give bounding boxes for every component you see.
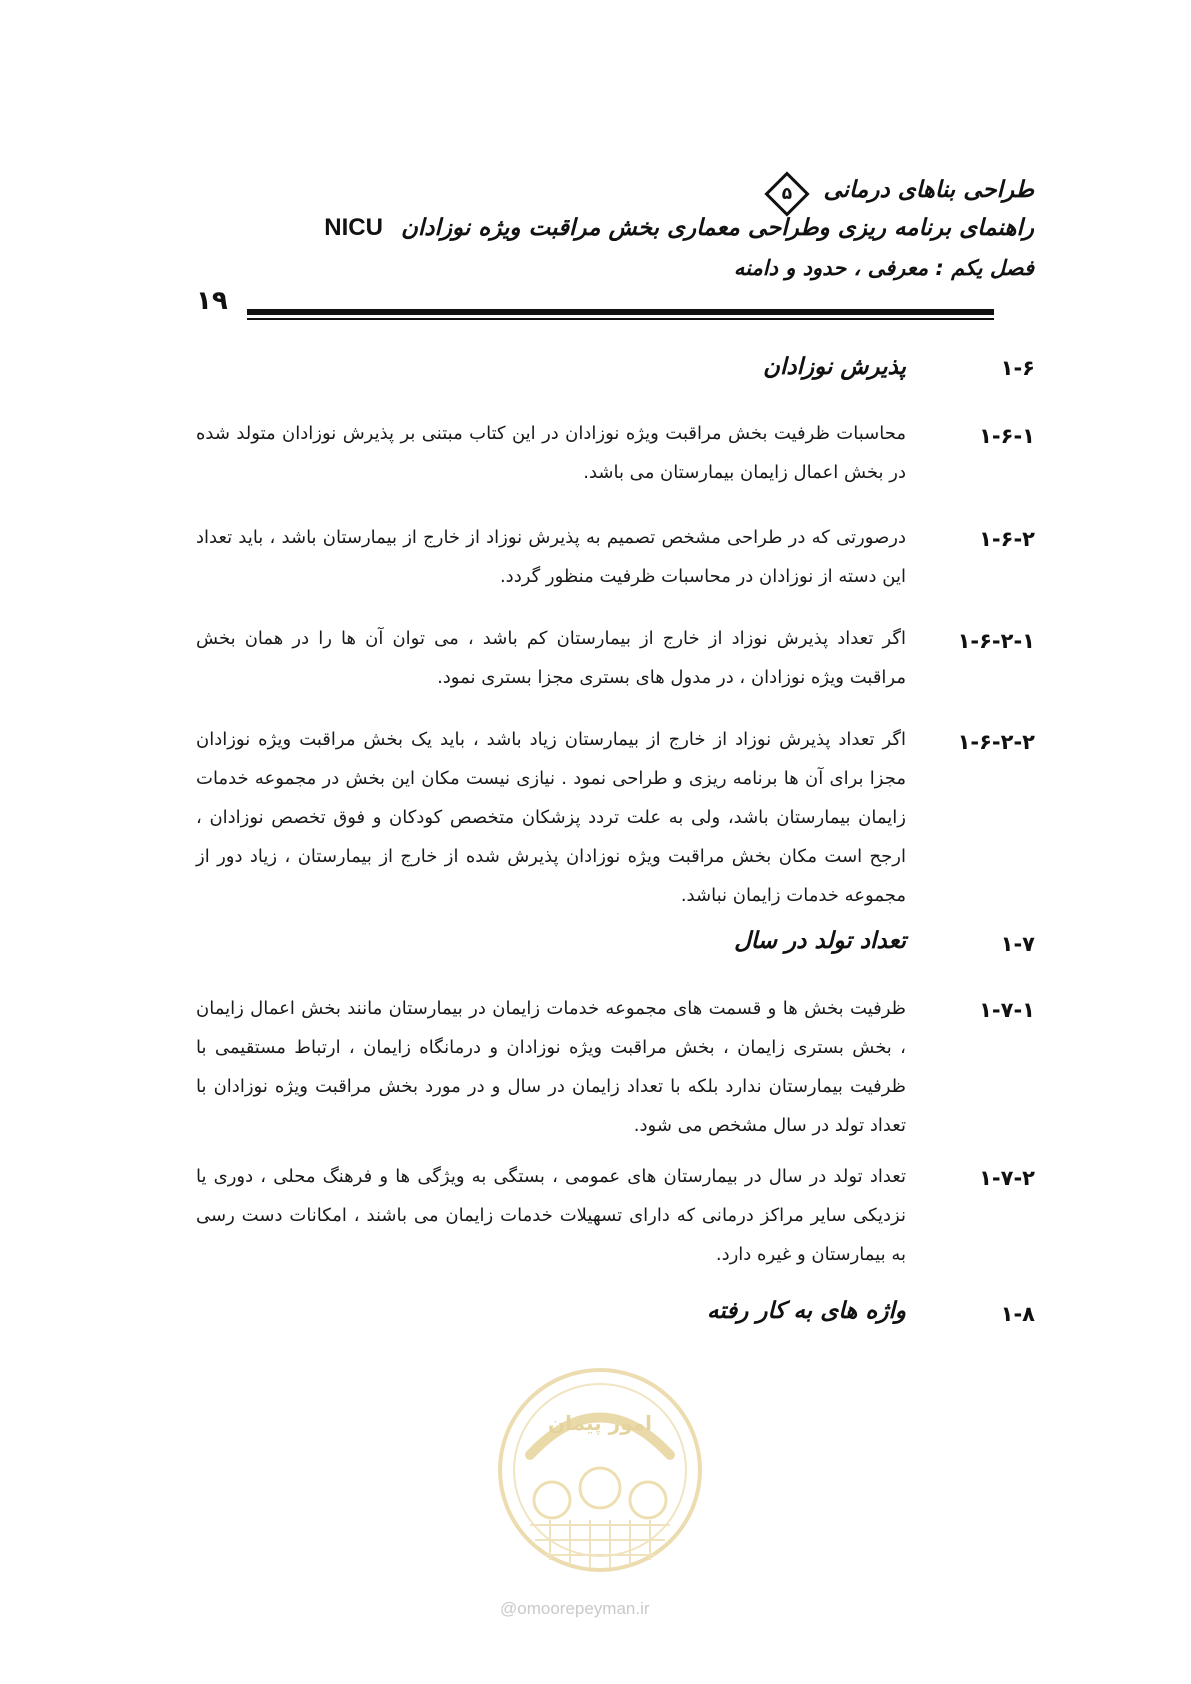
- clause-number-1-7-1: ۱-۷-۱: [979, 998, 1035, 1022]
- clause-text-1-7-1: ظرفیت بخش ها و قسمت های مجموعه خدمات زایمان در بیمارستان مانند بخش اعمال زایمان ، بخش بستری زایمان ، بخش مراقبت ویژه نوزادان و درمانگاه زایمان ، ارتباط مستقیمی با ظرفیت بیمارستان ندارد بلکه با تعداد زایمان در سال و در مورد بخش مراقبت ویژه نوزادان با تعداد تولد در سال مشخص می شود.: [196, 998, 906, 1136]
- page-number: ۱۹: [196, 286, 228, 316]
- section-number-1-7: ۱-۷: [1000, 932, 1035, 956]
- section-number-1-8: ۱-۸: [1000, 1302, 1035, 1326]
- watermark-logo: [490, 1360, 710, 1590]
- header-series-title: طراحی بناهای درمانی: [823, 177, 1034, 203]
- clause-number-1-6-1: ۱-۶-۱: [979, 424, 1035, 448]
- clause-text-1-6-2: درصورتی که در طراحی مشخص تصمیم به پذیرش نوزاد از خارج از بیمارستان باشد ، باید تعداد این دسته از نوزادان در محاسبات ظرفیت منظور گردد.: [196, 527, 906, 587]
- volume-number-badge: [765, 171, 810, 216]
- section-heading-births-per-year: تعداد تولد در سال: [734, 928, 906, 954]
- section-heading-terms-used: واژه های به کار رفته: [707, 1298, 906, 1324]
- clause-text-1-6-2-2: اگر تعداد پذیرش نوزاد از خارج از بیمارستان زیاد باشد ، باید یک بخش مراقبت ویژه نوزادان مجزا برای آن ها برنامه ریزی و طراحی نمود . نیازی نیست مکان این بخش در مجموعه خدمات زایمان بیمارستان باشد، ولی به علت تردد پزشکان متخصص کودکان و فوق تخصص نوزادان ، ارجح است مکان بخش مراقبت ویژه نوزادان پذیرش شده از خارج از بیمارستان ، زیاد دور از مجموعه خدمات زایمان نباشد.: [196, 729, 906, 906]
- header-chapter-title: فصل یکم : معرفی ، حدود و دامنه: [733, 256, 1034, 280]
- section-heading-newborn-admission: پذیرش نوزادان: [763, 354, 906, 380]
- clause-number-1-6-2-2: ۱-۶-۲-۲: [957, 730, 1035, 754]
- header-title-line2: [324, 214, 1034, 242]
- watermark-logo-text: امور پیمان: [548, 1411, 652, 1435]
- clause-number-1-6-2-1: ۱-۶-۲-۱: [957, 629, 1035, 653]
- header-book-title: راهنمای برنامه ریزی وطراحی معماری بخش مراقبت ویژه نوزادان: [400, 215, 1034, 241]
- clause-text-1-6-2-1: اگر تعداد پذیرش نوزاد از خارج از بیمارستان کم باشد ، می توان آن ها را در همان بخش مراقبت ویژه نوزادان ، در مدول های بستری مجزا بستری نمود.: [196, 628, 906, 688]
- clause-number-1-7-2: ۱-۷-۲: [979, 1166, 1035, 1190]
- clause-text-1-6-1: محاسبات ظرفیت بخش مراقبت ویژه نوزادان در این کتاب مبتنی بر پذیرش نوزادان متولد شده در بخش اعمال زایمان بیمارستان می باشد.: [196, 423, 906, 483]
- header-title-line1: [763, 176, 1034, 208]
- header-rule-thin: [247, 318, 994, 320]
- clause-number-1-6-2: ۱-۶-۲: [979, 527, 1035, 551]
- watermark-url: @omoorepeyman.ir: [500, 1599, 650, 1618]
- section-number-1-6: ۱-۶: [1000, 356, 1035, 380]
- header-rule-thick: [247, 309, 994, 315]
- volume-number: ۵: [782, 184, 793, 204]
- header-nicu-abbrev: NICU: [324, 214, 383, 241]
- clause-text-1-7-2: تعداد تولد در سال در بیمارستان های عمومی ، بستگی به ویژگی ها و فرهنگ محلی ، دوری یا نزدیکی سایر مراکز درمانی که دارای تسهیلات خدمات زایمان می باشند ، امکانات دست رسی به بیمارستان و غیره دارد.: [196, 1166, 906, 1265]
